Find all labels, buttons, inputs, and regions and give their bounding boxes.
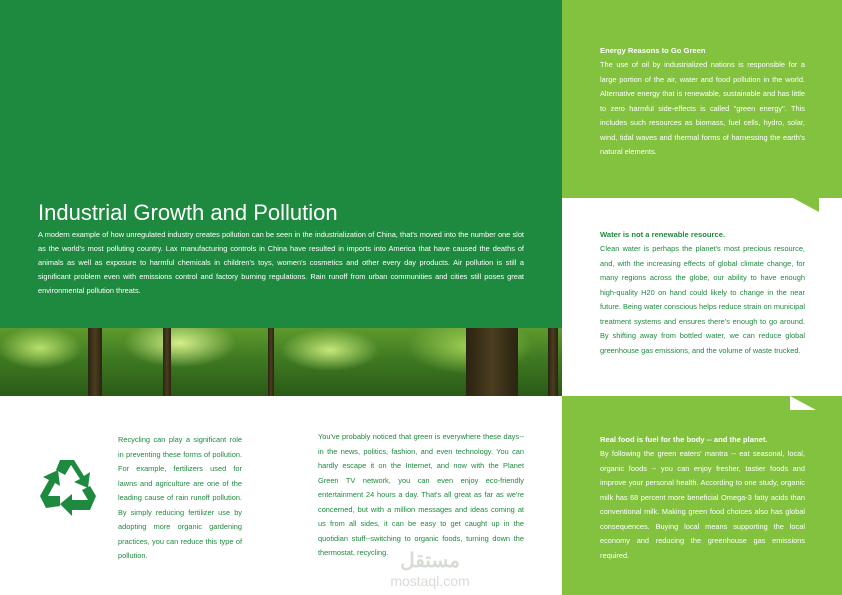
recycling-text: Recycling can play a significant role in preventing these forms of pollution. For example, fertilizers used for lawns and agriculture are one of the leading cause of rain runoff pollution. By simply reducing fertilizer use by adopting more organic gardening practices, you can reduce this type of pollution.	[118, 435, 242, 560]
page-title: Industrial Growth and Pollution	[38, 200, 338, 225]
tree-trunk	[163, 328, 171, 396]
water-heading: Water is not a renewable resource.	[600, 230, 726, 239]
recycle-icon	[38, 456, 104, 518]
speech-tab-top	[793, 198, 819, 212]
food-heading: Real food is fuel for the body -- and the planet.	[600, 435, 768, 444]
energy-body: The use of oil by industrialized nations is responsible for a large portion of the air, water and food pollution in the world. Alternative energy that is renewable, sustainable and has little to zero harmful side-effects is called "green energy". This includes such resources as biomass, fuel cells, hydro, solar, wind, tidal waves and thermal forms of harnessing the earth's natural elements.	[600, 60, 805, 156]
water-section	[600, 228, 805, 358]
tree-trunk	[268, 328, 274, 396]
watermark-logo: مستقل	[400, 550, 460, 572]
speech-tab-bottom	[790, 396, 816, 410]
tree-trunk	[88, 328, 102, 396]
food-section	[600, 433, 805, 563]
energy-heading: Energy Reasons to Go Green	[600, 46, 706, 55]
tree-trunk	[466, 328, 518, 396]
tree-trunk	[548, 328, 558, 396]
green-tv-text: You've probably noticed that green is everywhere these days--in the news, politics, fashion, and even technology. You can hardly escape it on the Internet, and now with the Planet Green TV network, you can even enjoy eco-friendly entertainment 24 hours a day. That's all great as far as we're concerned, but with a million messages and ideas coming at us from all sides, it can be easy to get caught up in the quotidian stuff--switching to organic foods, turning down the thermostat, recycling.	[318, 432, 524, 557]
energy-section	[600, 44, 805, 160]
food-body: By following the green eaters' mantra -- eat seasonal, local, organic foods -- you can enjoy fresher, tastier foods and improve your personal health. According to one study, organic milk has 68 percent more beneficial Omega-3 fatty acids than conventional milk. Making green food choices also has global consequences. Buying local means supporting the local economy and reducing the greenhouse gas emissions required.	[600, 449, 805, 560]
water-body: Clean water is perhaps the planet's most precious resource, and, with the increasing effects of global climate change, for many regions across the globe, our ability to have enough high-quality H20 on hand could likely to change in the near future. Being water conscious helps reduce strain on municipal treatment systems and ensures there's enough to go around. By shifting away from bottled water, we can reduce global greenhouse gas emissions, and the volume of waste trucked.	[600, 244, 805, 355]
watermark	[375, 548, 485, 589]
watermark-text: mostaql.com	[390, 573, 470, 589]
main-body-text: A modern example of how unregulated industry creates pollution can be seen in the industrialization of China, that's moved into the number one slot as the world's most polluting country. Lax manufacturing controls in China have resulted in imports into America that have caused the deaths of animals as well as exposure to harmful chemicals in children's toys, women's cosmetics and other every day products. Air pollution is still a significant problem even with emissions control and factory burning regulations. Rain runoff from urban communities and cities still poses great environmental pollution threats.	[38, 230, 524, 295]
